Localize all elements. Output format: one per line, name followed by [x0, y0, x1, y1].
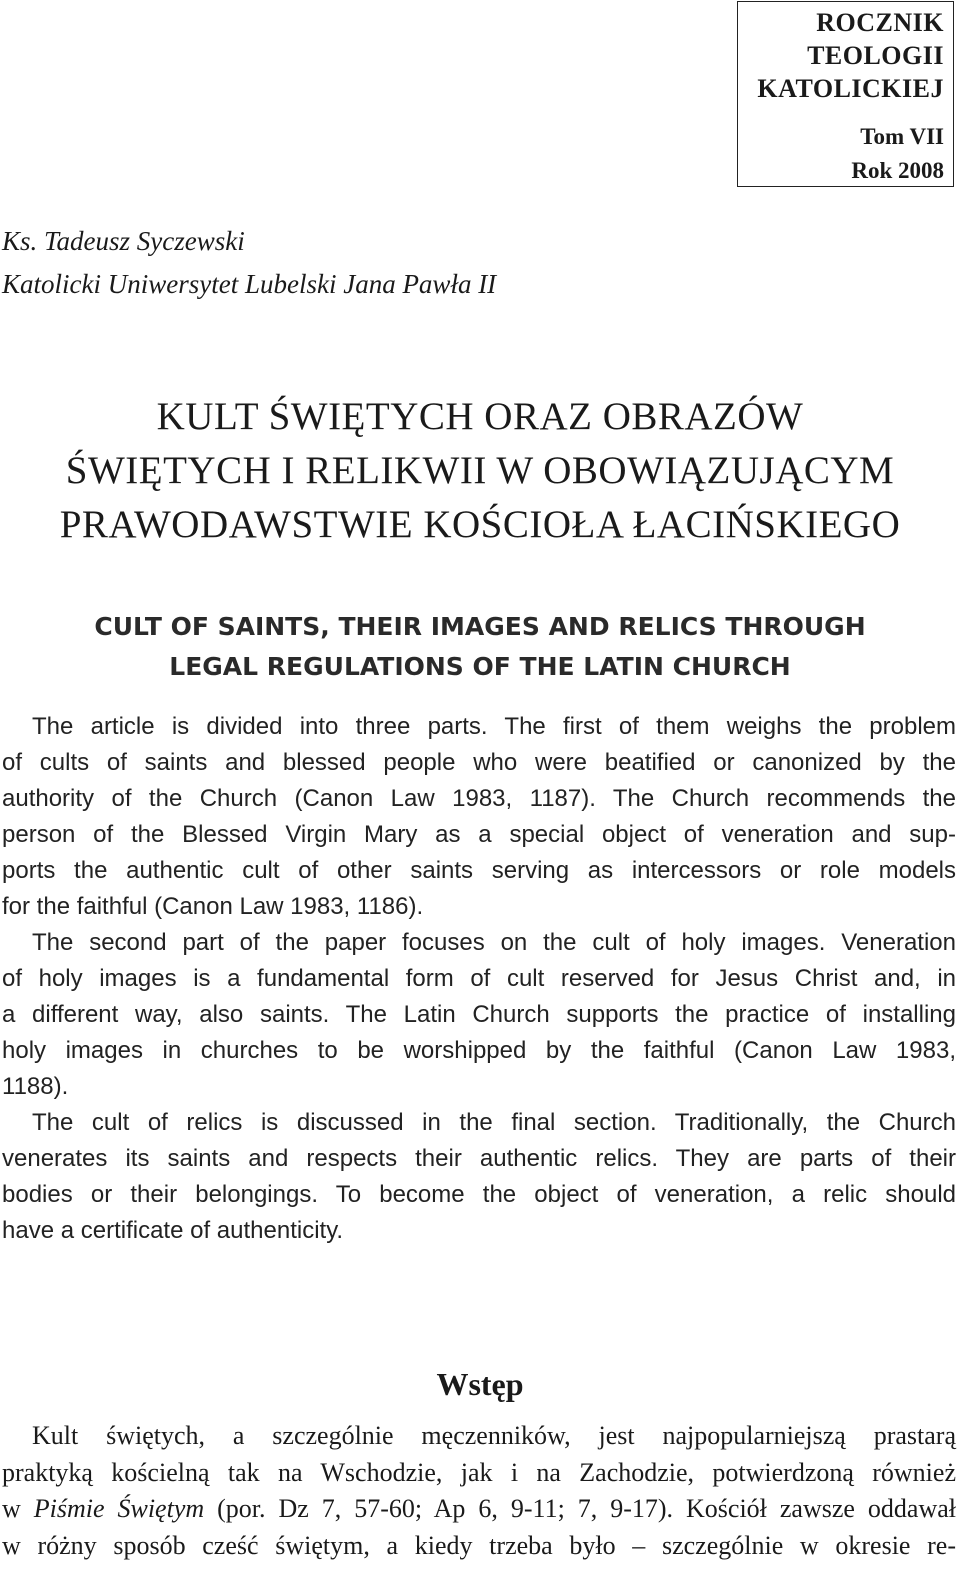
scripture-title: Piśmie Świętym	[33, 1494, 205, 1523]
title-polish-line: PRAWODAWSTWIE KOŚCIOŁA ŁACIŃSKIEGO	[59, 503, 901, 546]
abstract-line: person of the Blessed Virgin Mary as a special object of veneration and sup-	[2, 821, 956, 848]
section-heading: Wstęp	[436, 1366, 524, 1402]
intro-text: (por. Dz 7, 57-60; Ap 6, 9-11; 7, 9-17). Kościół zawsze oddawał	[204, 1494, 956, 1523]
abstract-line: holy images in churches to be worshipped by the faithful (Canon Law 1983,	[2, 1037, 956, 1064]
journal-year: Rok 2008	[851, 158, 944, 183]
abstract-line: of holy images is a fundamental form of cult reserved for Jesus Christ and, in	[2, 965, 956, 992]
intro-line: praktyką kościelną tak na Wschodzie, jak i na Zachodzie, potwierdzoną również	[2, 1457, 956, 1487]
intro-line: Kult świętych, a szczególnie męczenników, jest najpopularniejszą prastarą	[32, 1421, 956, 1450]
journal-volume-info	[738, 120, 944, 188]
author-block	[2, 220, 496, 306]
abstract-line: 1188).	[2, 1073, 69, 1100]
abstract-line: bodies or their belongings. To become the object of veneration, a relic should	[2, 1181, 956, 1208]
journal-name-line: TEOLOGII	[807, 41, 944, 70]
title-english-line: LEGAL REGULATIONS OF THE LATIN CHURCH	[169, 652, 791, 681]
title-polish-line: ŚWIĘTYCH I RELIKWII W OBOWIĄZUJĄCYM	[65, 449, 895, 492]
journal-info-box	[737, 1, 954, 187]
journal-name-line: ROCZNIK	[816, 8, 944, 37]
journal-name	[738, 6, 944, 105]
abstract-line: The cult of relics is discussed in the final section. Traditionally, the Church	[32, 1109, 956, 1136]
title-english	[0, 607, 960, 687]
abstract-line: have a certificate of authenticity.	[2, 1217, 344, 1244]
journal-volume: Tom VII	[860, 124, 944, 149]
intro-line: w różny sposób cześć świętym, a kiedy trzeba było – szczególnie w okresie re-	[2, 1530, 956, 1560]
abstract-line: The second part of the paper focuses on the cult of holy images. Veneration	[32, 929, 956, 956]
abstract-line: of cults of saints and blessed people who were beatified or canonized by the	[2, 749, 956, 776]
author-name: Ks. Tadeusz Syczewski	[2, 226, 245, 256]
abstract-line: for the faithful (Canon Law 1983, 1186).	[2, 893, 424, 920]
intro-line	[2, 1491, 956, 1528]
title-polish	[0, 390, 960, 552]
abstract-line: a different way, also saints. The Latin Church supports the practice of installing	[2, 1001, 956, 1028]
abstract	[2, 709, 956, 1249]
intro-text: w	[2, 1494, 34, 1523]
intro-paragraph	[2, 1418, 956, 1564]
title-polish-line: KULT ŚWIĘTYCH ORAZ OBRAZÓW	[156, 395, 804, 438]
author-affiliation: Katolicki Uniwersytet Lubelski Jana Pawła II	[2, 269, 497, 299]
abstract-line: authority of the Church (Canon Law 1983, 1187). The Church recommends the	[2, 785, 956, 812]
abstract-line: ports the authentic cult of other saints serving as intercessors or role models	[2, 857, 956, 884]
journal-name-line: KATOLICKIEJ	[757, 74, 944, 103]
abstract-line: The article is divided into three parts. The first of them weighs the problem	[32, 713, 956, 740]
title-english-line: CULT OF SAINTS, THEIR IMAGES AND RELICS THROUGH	[94, 612, 866, 641]
abstract-line: venerates its saints and respects their authentic relics. They are parts of their	[2, 1145, 956, 1172]
